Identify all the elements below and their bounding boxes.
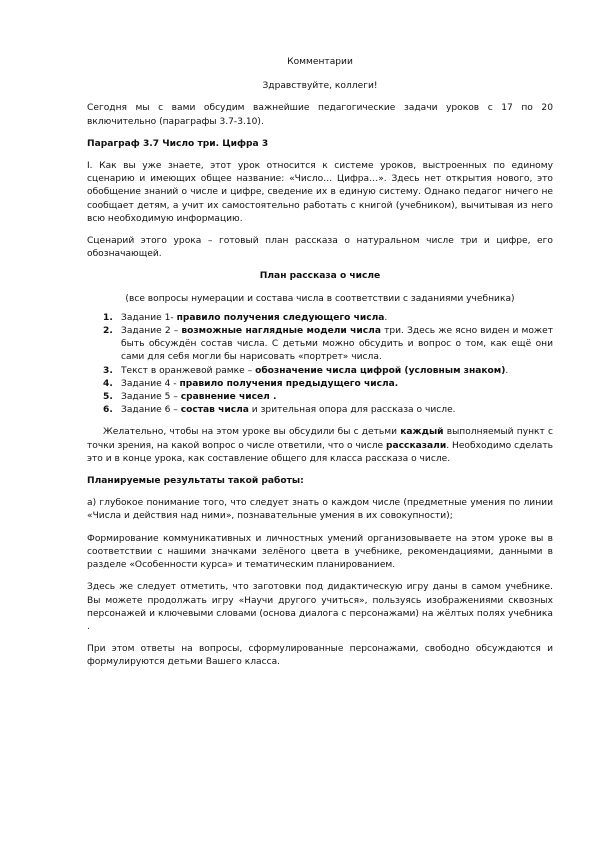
list-item: 5. Задание 5 – сравнение чисел . xyxy=(103,392,277,403)
list-item: 4. Задание 4 - правило получения предыдущего числа. xyxy=(103,378,399,389)
list-item: 3. Текст в оранжевой рамке – обозначение числа цифрой (условным знаком). xyxy=(103,365,509,376)
paragraph-3: Желательно, чтобы на этом уроке вы обсудили бы с детьми каждый выполняемый пункт с точки зрения, на какой вопрос о числе ответили, что о числе рассказали. Необходимо сделать это и в конце урока, как составление общего для класса рассказа о числе. xyxy=(87,427,553,464)
paragraph-7: При этом ответы на вопросы, сформулированные персонажами, свободно обсуждаются и формулируются детьми Вашего класса. xyxy=(87,644,553,668)
page-title: Комментарии xyxy=(287,57,353,67)
intro-paragraph: Сегодня мы с вами обсудим важнейшие педагогические задачи уроков с 17 по 20 включительно (параграфы 3.7-3.10). xyxy=(87,103,553,127)
paragraph-4: а) глубокое понимание того, что следует знать о каждом числе (предметные умения по линии «Числа и действия над ними», познавательные умения в их совокупности); xyxy=(87,498,553,522)
plan-heading: План рассказа о числе xyxy=(259,271,381,282)
paragraph-heading: Параграф 3.7 Число три. Цифра 3 xyxy=(87,138,269,149)
greeting: Здравствуйте, коллеги! xyxy=(262,81,378,92)
results-heading: Планируемые результаты такой работы: xyxy=(87,476,304,487)
plan-subheading: (все вопросы нумерации и состава числа в соответствии с заданиями учебника) xyxy=(125,293,515,304)
paragraph-1: I. Как вы уже знаете, этот урок относится к системе уроков, выстроенных по единому сценарию и имеющих общее название: «Число… Цифра…». Здесь нет открытия нового, это обобщение знаний о числе и цифре, сведение их в единую систему. Однако педагог ничего не сообщает детям, а учит их самостоятельно работать с книгой (учебником), вычитывая из него всю необходимую информацию. xyxy=(87,161,553,224)
document-page xyxy=(87,56,553,670)
paragraph-2: Сценарий этого урока – готовый план рассказа о натуральном числе три и цифре, его обозначающей. xyxy=(87,236,553,260)
list-item: 6. Задание 6 – состав числа и зрительная опора для рассказа о числе. xyxy=(103,405,456,416)
paragraph-6: Здесь же следует отметить, что заготовки под дидактическую игру даны в самом учебнике. Вы можете продолжать игру «Научи другого учиться», пользуясь изображениями сквозных персонажей и ключевыми словами (основа диалога с персонажами) на жёлтых полях учебника . xyxy=(87,582,553,632)
paragraph-5: Формирование коммуникативных и личностных умений организовываете на этом уроке вы в соответствии с нашими значками зелёного цвета в учебнике, рекомендациями, данными в разделе «Особенности курса» и тематическим планированием. xyxy=(87,533,553,571)
list-item: 1. Задание 1- правило получения следующего числа. xyxy=(103,312,388,323)
task-list xyxy=(87,312,553,418)
list-item: 2. Задание 2 – возможные наглядные модели числа три. Здесь же ясно виден и может быть обсуждён состав числа. С детьми можно обсудить и вопрос о том, как ещё они сами для себя могли бы нарисовать «портрет» числа. xyxy=(103,326,553,363)
